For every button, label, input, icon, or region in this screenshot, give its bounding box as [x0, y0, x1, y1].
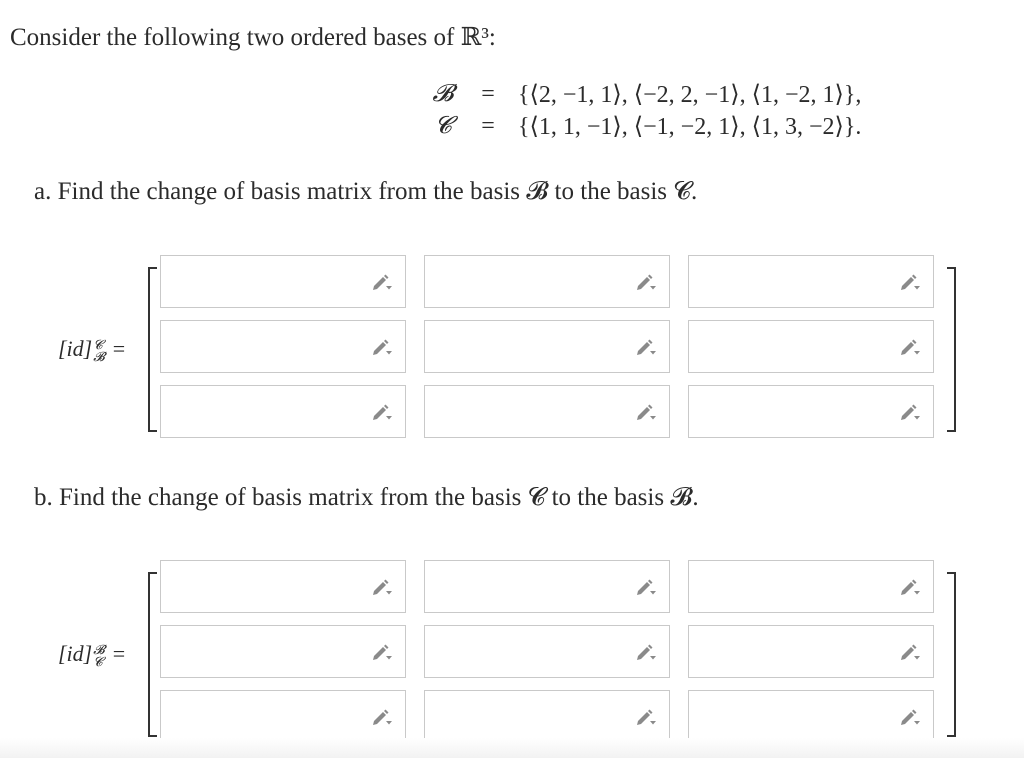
- matrix-a-cell-r2c2[interactable]: [424, 320, 670, 373]
- basis-b-row: [428, 78, 861, 110]
- matrix-a-cell-r1c1[interactable]: [160, 255, 406, 308]
- matrix-a-input-r3c3[interactable]: [689, 386, 933, 437]
- basis-c-symbol: 𝓒: [434, 112, 452, 139]
- page-bottom-fade: [0, 738, 1024, 758]
- pencil-dropdown-icon[interactable]: [371, 274, 393, 292]
- matrix-b-label-sub: 𝓒: [93, 653, 103, 669]
- matrix-a-cell-r3c2[interactable]: [424, 385, 670, 438]
- pencil-dropdown-icon[interactable]: [371, 579, 393, 597]
- question-b: b. Find the change of basis matrix from the basis 𝓒 to the basis 𝓑.: [34, 484, 699, 511]
- matrix-b-cell-r1c2[interactable]: [424, 560, 670, 613]
- pencil-dropdown-icon[interactable]: [635, 404, 657, 422]
- matrix-a-input-r3c2[interactable]: [425, 386, 669, 437]
- matrix-b-cell-r3c1[interactable]: [160, 690, 406, 743]
- matrix-a-cell-r3c1[interactable]: [160, 385, 406, 438]
- matrix-b-label-sup: 𝓑: [93, 641, 105, 657]
- matrix-b-cell-r2c2[interactable]: [424, 625, 670, 678]
- matrix-b-input-r1c1[interactable]: [161, 561, 405, 612]
- pencil-dropdown-icon[interactable]: [635, 644, 657, 662]
- pencil-dropdown-icon[interactable]: [635, 579, 657, 597]
- matrix-b-input-r3c2[interactable]: [425, 691, 669, 742]
- matrix-a-label-base: [id]: [58, 336, 93, 361]
- matrix-b-label: [58, 641, 125, 668]
- pencil-dropdown-icon[interactable]: [635, 339, 657, 357]
- matrix-b-right-bracket: [947, 572, 956, 737]
- matrix-a-cell-r2c1[interactable]: [160, 320, 406, 373]
- matrix-b-cell-r2c3[interactable]: [688, 625, 934, 678]
- pencil-dropdown-icon[interactable]: [899, 274, 921, 292]
- matrix-a-label: [58, 336, 125, 363]
- matrix-b-cell-r3c2[interactable]: [424, 690, 670, 743]
- matrix-a-cell-r1c2[interactable]: [424, 255, 670, 308]
- matrix-a-cell-r2c3[interactable]: [688, 320, 934, 373]
- matrix-a-cell-r3c3[interactable]: [688, 385, 934, 438]
- matrix-a-input-r1c3[interactable]: [689, 256, 933, 307]
- matrix-a-cell-r1c3[interactable]: [688, 255, 934, 308]
- question-a: a. Find the change of basis matrix from the basis 𝓑 to the basis 𝓒.: [34, 178, 698, 205]
- matrix-b-cell-r2c1[interactable]: [160, 625, 406, 678]
- matrix-b-input-r2c1[interactable]: [161, 626, 405, 677]
- matrix-a-input-r2c3[interactable]: [689, 321, 933, 372]
- matrix-b-label-scripts: [93, 641, 105, 669]
- pencil-dropdown-icon[interactable]: [371, 339, 393, 357]
- pencil-dropdown-icon[interactable]: [899, 404, 921, 422]
- pencil-dropdown-icon[interactable]: [371, 709, 393, 727]
- matrix-b-input-r2c2[interactable]: [425, 626, 669, 677]
- matrix-b-input-r3c1[interactable]: [161, 691, 405, 742]
- basis-b-vectors: {⟨2, −1, 1⟩, ⟨−2, 2, −1⟩, ⟨1, −2, 1⟩},: [518, 81, 862, 108]
- problem-intro: Consider the following two ordered bases of ℝ³:: [10, 24, 496, 51]
- matrix-a-input-r2c2[interactable]: [425, 321, 669, 372]
- matrix-a-label-sub: 𝓑: [93, 348, 105, 364]
- matrix-b-label-equals: =: [112, 641, 126, 666]
- basis-c-vectors: {⟨1, 1, −1⟩, ⟨−1, −2, 1⟩, ⟨1, 3, −2⟩}.: [518, 113, 862, 140]
- matrix-a-label-scripts: [93, 336, 105, 364]
- pencil-dropdown-icon[interactable]: [635, 709, 657, 727]
- matrix-b-input-r3c3[interactable]: [689, 691, 933, 742]
- matrix-b-cell-r3c3[interactable]: [688, 690, 934, 743]
- matrix-b-input-r1c3[interactable]: [689, 561, 933, 612]
- basis-b-equals: =: [481, 80, 495, 107]
- matrix-a-input-r1c1[interactable]: [161, 256, 405, 307]
- matrix-a-label-equals: =: [112, 336, 126, 361]
- matrix-a-input-r1c2[interactable]: [425, 256, 669, 307]
- matrix-b-cell-r1c3[interactable]: [688, 560, 934, 613]
- pencil-dropdown-icon[interactable]: [899, 644, 921, 662]
- basis-c-equals: =: [481, 112, 495, 139]
- matrix-a-right-bracket: [947, 267, 956, 432]
- matrix-a-label-sup: 𝓒: [93, 336, 103, 352]
- pencil-dropdown-icon[interactable]: [899, 709, 921, 727]
- pencil-dropdown-icon[interactable]: [371, 644, 393, 662]
- matrix-b-input-r1c2[interactable]: [425, 561, 669, 612]
- basis-c-row: [428, 110, 861, 142]
- pencil-dropdown-icon[interactable]: [371, 404, 393, 422]
- basis-b-symbol: 𝓑: [432, 80, 454, 107]
- matrix-a-input-r3c1[interactable]: [161, 386, 405, 437]
- bases-definition: [428, 78, 861, 142]
- matrix-a-input-r2c1[interactable]: [161, 321, 405, 372]
- pencil-dropdown-icon[interactable]: [899, 339, 921, 357]
- matrix-b-cell-r1c1[interactable]: [160, 560, 406, 613]
- matrix-b-input-r2c3[interactable]: [689, 626, 933, 677]
- matrix-b-left-bracket: [148, 572, 157, 737]
- pencil-dropdown-icon[interactable]: [899, 579, 921, 597]
- pencil-dropdown-icon[interactable]: [635, 274, 657, 292]
- matrix-a-left-bracket: [148, 267, 157, 432]
- matrix-b-label-base: [id]: [58, 641, 93, 666]
